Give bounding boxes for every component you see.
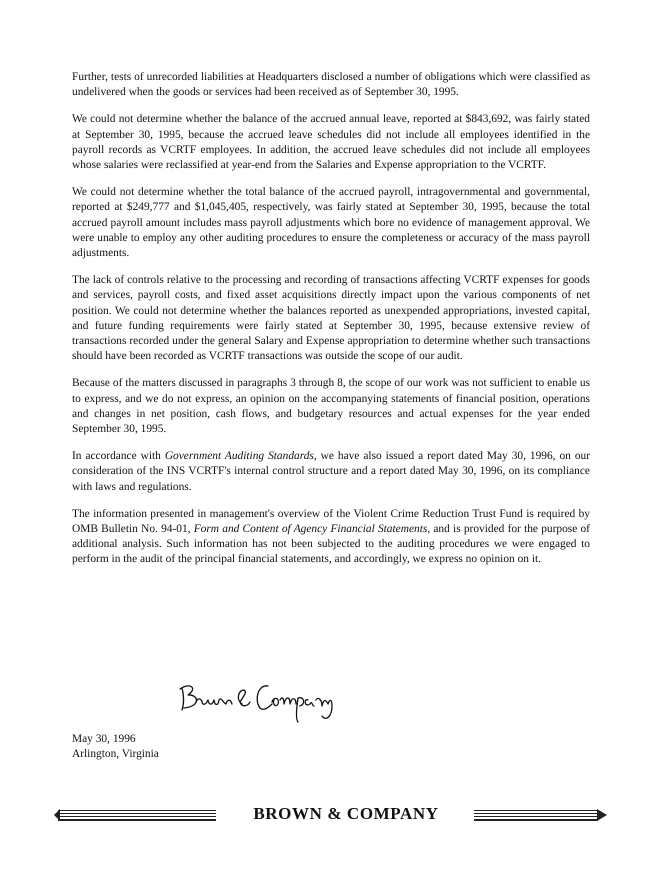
omb-italic-title: Form and Content of Agency Financial Statements xyxy=(193,523,428,536)
footer-firm-name: BROWN & COMPANY xyxy=(253,804,439,823)
omb-text-after: , and is provided for the purpose of additional analysis. Such information has not been subjected to the auditing procedures we were engaged to perform in the audit of the principal financial statements, and accordingly, we express no opinion on it. xyxy=(72,523,590,566)
report-body xyxy=(72,70,590,580)
omb-text-before: The information presented in management's overview of the Violent Crime Reduction Trust Fund is required by OMB Bulletin No. 94-01, xyxy=(72,507,590,536)
gas-italic-title: Government Auditing Standards xyxy=(164,450,314,463)
paragraph-disclaimer-of-opinion: Because of the matters discussed in paragraphs 3 through 8, the scope of our work was not sufficient to enable us to express, and we do not express, an opinion on the accompanying statements of financial position, operations and changes in net position, cash flows, and budgetary resources and actual expenses for the year ended September 30, 1995. xyxy=(72,377,590,436)
paragraph-management-overview xyxy=(72,507,590,568)
footer-rule-left xyxy=(58,810,216,821)
paragraph-unrecorded-liabilities: Further, tests of unrecorded liabilities at Headquarters disclosed a number of obligations which were classified as undelivered when the goods or services had been received as of September 30, 1995. xyxy=(72,71,590,99)
gas-text-before: In accordance with xyxy=(72,450,165,463)
report-date: May 30, 1996 xyxy=(72,733,136,745)
footer-arrow-right-icon xyxy=(597,809,607,821)
handwritten-signature xyxy=(172,676,362,726)
footer-rule-right xyxy=(474,810,598,821)
footer-banner xyxy=(54,800,610,830)
paragraph-lack-of-controls: The lack of controls relative to the processing and recording of transactions affecting VCRTF expenses for goods and services, payroll costs, and fixed asset acquisitions directly impact upon the various components of net position. We could not determine whether the balances reported as unexpended appropriations, invested capital, and future funding requirements were fairly stated at September 30, 1995, because extensive review of transactions recorded under the general Salary and Expense appropriation to determine whether such transactions should have been recorded as VCRTF transactions was outside the scope of our audit. xyxy=(72,274,590,363)
paragraph-government-auditing-standards xyxy=(72,449,590,495)
signature-date-block xyxy=(72,732,159,763)
paragraph-accrued-annual-leave: We could not determine whether the balance of the accrued annual leave, reported at $843,692, was fairly stated at September 30, 1995, because the accrued leave schedules did not include all employees identified in the payroll records as VCRTF employees. In addition, the accrued leave schedules did not include all employees whose salaries were reclassified at year-end from the Salaries and Expense appropriation to the VCRTF. xyxy=(72,113,590,172)
paragraph-accrued-payroll: We could not determine whether the total balance of the accrued payroll, intragovernmental and governmental, reported at $249,777 and $1,045,405, respectively, was fairly stated at September 30, 1995, because the total accrued payroll amount includes mass payroll adjustments which bore no evidence of management approval. We were unable to employ any other auditing procedures to ensure the completeness or accuracy of the mass payroll adjustments. xyxy=(72,186,590,260)
gas-text-after: , we have also issued a report dated May 30, 1996, on our consideration of the INS VCRTF's internal control structure and a report dated May 30, 1996, on its compliance with laws and regulations. xyxy=(72,450,591,493)
report-location: Arlington, Virginia xyxy=(72,748,159,761)
